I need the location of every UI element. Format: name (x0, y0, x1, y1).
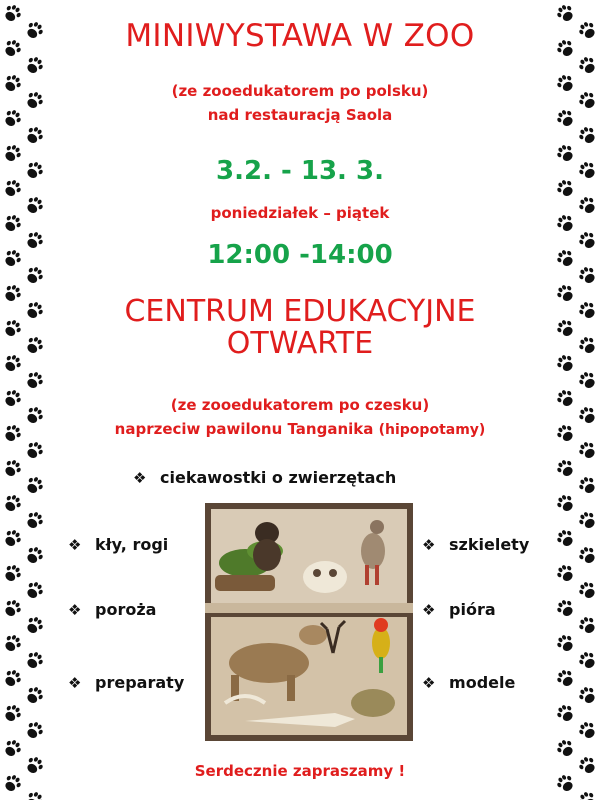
paw-print-icon (576, 474, 598, 496)
diamond-bullet-icon: ❖ (68, 601, 82, 619)
paw-print-icon (576, 369, 598, 391)
paw-print-icon (554, 142, 576, 164)
paw-print-icon (576, 54, 598, 76)
bullet-right-2 (422, 600, 496, 619)
paw-print-icon (576, 509, 598, 531)
bullet-label: pióra (449, 600, 496, 619)
bullet-label: poroża (95, 600, 157, 619)
subtitle-location: nad restauracją Saola (207, 106, 393, 124)
paw-print-icon (1, 387, 23, 409)
subtitle-polish: (ze zooedukatorem po polsku) (171, 82, 429, 100)
paw-print-icon (576, 229, 598, 251)
paw-print-icon (1, 492, 23, 514)
diamond-bullet-icon: ❖ (68, 674, 82, 692)
paw-print-icon (23, 369, 45, 391)
paw-print-icon (554, 107, 576, 129)
bullet-label: szkielety (449, 535, 530, 554)
paw-print-icon (23, 334, 45, 356)
paw-print-icon (1, 72, 23, 94)
bullet-left-1 (68, 535, 168, 554)
paw-print-icon (576, 19, 598, 41)
paw-print-icon (576, 719, 598, 741)
paw-print-icon (576, 439, 598, 461)
bullet-left-3 (68, 673, 184, 692)
bullet-left-2 (68, 600, 156, 619)
subtitle-czech: (ze zooedukatorem po czesku) (170, 396, 430, 414)
paw-print-icon (1, 632, 23, 654)
diamond-bullet-icon: ❖ (422, 601, 436, 619)
paw-print-icon (23, 54, 45, 76)
paw-print-icon (1, 737, 23, 759)
paw-print-icon (576, 649, 598, 671)
paw-print-icon (576, 579, 598, 601)
paw-print-icon (554, 282, 576, 304)
paw-print-icon (554, 37, 576, 59)
paw-print-icon (1, 667, 23, 689)
paw-print-icon (1, 422, 23, 444)
paw-print-icon (554, 177, 576, 199)
paw-print-icon (1, 457, 23, 479)
paw-print-icon (554, 317, 576, 339)
paw-print-icon (23, 439, 45, 461)
paw-print-icon (23, 159, 45, 181)
weekdays: poniedziałek – piątek (210, 204, 390, 222)
paw-print-icon (23, 474, 45, 496)
section-title-line1: CENTRUM EDUKACYJNE (124, 294, 476, 329)
paw-print-icon (554, 387, 576, 409)
paw-print-icon (1, 282, 23, 304)
paw-print-icon (1, 597, 23, 619)
paw-print-icon (23, 684, 45, 706)
paw-print-icon (23, 754, 45, 776)
poster-title: MINIWYSTAWA W ZOO (125, 18, 475, 54)
paw-print-icon (23, 404, 45, 426)
paw-print-icon (23, 579, 45, 601)
paw-print-icon (576, 124, 598, 146)
paw-print-icon (23, 544, 45, 566)
paw-print-icon (1, 702, 23, 724)
paw-print-icon (554, 702, 576, 724)
paw-print-icon (1, 527, 23, 549)
location-paren: (hipopotamy) (378, 422, 486, 438)
paw-print-icon (554, 562, 576, 584)
paw-print-icon (23, 194, 45, 216)
bullet-label: preparaty (95, 673, 185, 692)
paw-print-icon (554, 422, 576, 444)
paw-print-icon (554, 737, 576, 759)
paw-print-icon (1, 107, 23, 129)
paw-print-icon (554, 247, 576, 269)
paw-print-icon (1, 317, 23, 339)
paw-print-icon (554, 352, 576, 374)
diamond-bullet-icon: ❖ (422, 536, 436, 554)
paw-print-icon (554, 72, 576, 94)
paw-print-icon (554, 667, 576, 689)
paw-print-icon (1, 2, 23, 24)
bullet-top (133, 468, 396, 487)
bullet-right-1 (422, 535, 529, 554)
diamond-bullet-icon: ❖ (422, 674, 436, 692)
paw-print-icon (576, 684, 598, 706)
paw-print-icon (576, 614, 598, 636)
paw-print-icon (554, 212, 576, 234)
paw-print-icon (1, 37, 23, 59)
paw-print-icon (576, 194, 598, 216)
paw-print-icon (554, 772, 576, 794)
paw-print-icon (23, 124, 45, 146)
paw-print-icon (576, 789, 598, 800)
paw-print-icon (554, 597, 576, 619)
paw-print-icon (1, 177, 23, 199)
opening-hours: 12:00 -14:00 (207, 240, 393, 270)
diamond-bullet-icon: ❖ (68, 536, 82, 554)
date-range: 3.2. - 13. 3. (216, 156, 384, 186)
paw-print-icon (554, 527, 576, 549)
paw-print-icon (1, 212, 23, 234)
paw-print-icon (1, 142, 23, 164)
paw-print-icon (23, 509, 45, 531)
paw-print-icon (576, 159, 598, 181)
paw-border-left (0, 0, 52, 800)
diamond-bullet-icon: ❖ (133, 469, 147, 487)
paw-print-icon (23, 614, 45, 636)
bullet-right-3 (422, 673, 515, 692)
bullet-top-label: ciekawostki o zwierzętach (160, 468, 397, 487)
location-main: naprzeciw pawilonu Tanganika (114, 420, 374, 438)
paw-print-icon (23, 264, 45, 286)
paw-print-icon (554, 492, 576, 514)
paw-print-icon (554, 457, 576, 479)
closing-invitation: Serdecznie zapraszamy ! (194, 762, 406, 780)
paw-print-icon (23, 649, 45, 671)
bullet-label: modele (449, 673, 516, 692)
paw-print-icon (23, 89, 45, 111)
paw-print-icon (1, 772, 23, 794)
paw-print-icon (23, 299, 45, 321)
paw-print-icon (576, 89, 598, 111)
paw-print-icon (576, 299, 598, 321)
paw-print-icon (23, 19, 45, 41)
section-title (52, 296, 548, 360)
section-title-line2: OTWARTE (226, 326, 374, 361)
paw-print-icon (23, 719, 45, 741)
paw-print-icon (576, 754, 598, 776)
paw-print-icon (1, 562, 23, 584)
exhibit-photo (205, 503, 413, 741)
bullet-label: kły, rogi (95, 535, 169, 554)
paw-print-icon (554, 2, 576, 24)
paw-border-right (548, 0, 600, 800)
paw-print-icon (576, 334, 598, 356)
paw-print-icon (23, 789, 45, 800)
paw-print-icon (1, 247, 23, 269)
location-line (52, 420, 548, 438)
paw-print-icon (576, 404, 598, 426)
paw-print-icon (554, 632, 576, 654)
paw-print-icon (576, 544, 598, 566)
paw-print-icon (576, 264, 598, 286)
paw-print-icon (23, 229, 45, 251)
paw-print-icon (1, 352, 23, 374)
